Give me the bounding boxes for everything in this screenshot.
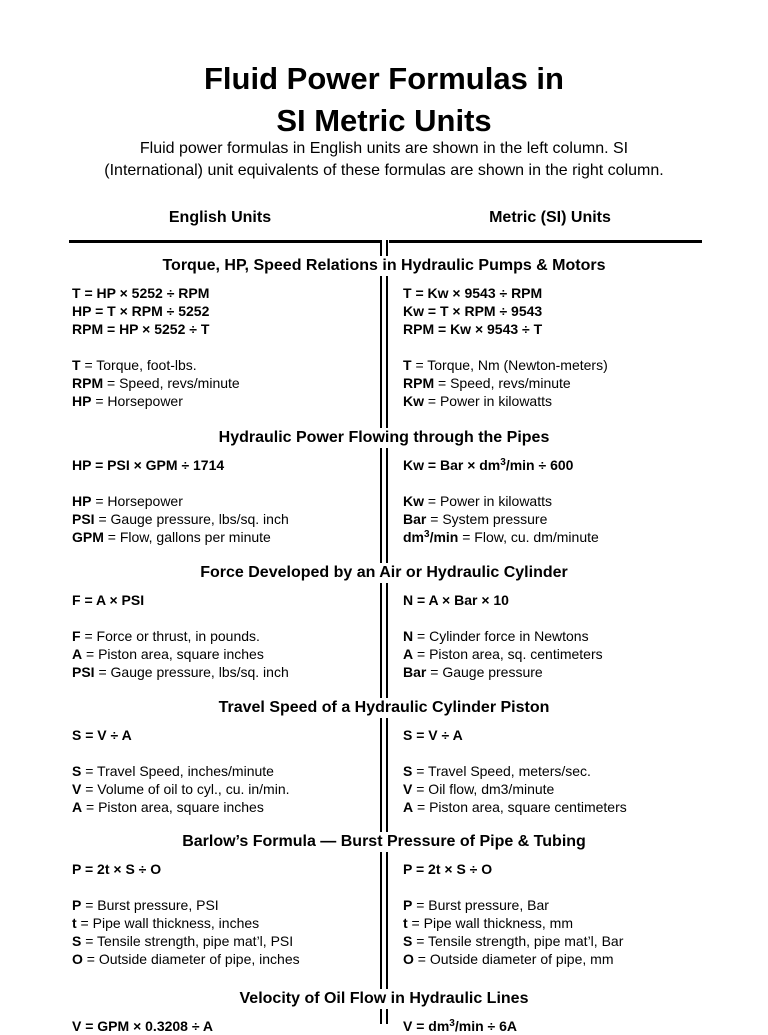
definition-symbol: HP <box>72 393 92 409</box>
definition-left <box>72 762 274 780</box>
definition-text: = Gauge pressure, lbs/sq. inch <box>94 511 289 527</box>
definition-symbol: RPM <box>403 375 435 391</box>
definition-left <box>72 780 290 798</box>
definition-symbol: Kw <box>403 493 424 509</box>
definition-right <box>403 663 543 681</box>
definition-symbol: T <box>403 357 412 373</box>
column-header-metric: Metric (SI) Units <box>489 209 611 226</box>
definition-symbol: A <box>72 646 83 662</box>
definition-left <box>72 492 183 510</box>
definition-text: = Piston area, sq. centimeters <box>413 646 603 662</box>
definition-left <box>72 356 197 374</box>
definition-text: = Horsepower <box>91 493 183 509</box>
definition-text: = Travel Speed, meters/sec. <box>412 763 591 779</box>
formula-left: HP = T × RPM ÷ 5252 <box>72 303 210 319</box>
formula-right: $V = dm^3/\min \div 6A$ <box>403 1018 517 1034</box>
definition-text: = Pipe wall thickness, inches <box>76 915 260 931</box>
section-heading <box>0 832 768 852</box>
definition-right <box>403 374 571 392</box>
definition-text: = Flow, cu. dm/minute <box>458 529 599 545</box>
definition-symbol: V <box>72 781 82 797</box>
definition-symbol: Bar <box>403 664 427 680</box>
definition-left <box>72 896 219 914</box>
definition-text: = Piston area, square inches <box>82 799 264 815</box>
definition-symbol: Bar <box>403 511 427 527</box>
definition-right <box>403 392 552 410</box>
header-rule-right <box>389 240 702 243</box>
definition-text: = Oil flow, dm3/minute <box>412 781 555 797</box>
formula-left: HP = PSI × GPM ÷ 1714 <box>72 457 225 473</box>
definition-text: = Tensile strength, pipe mat’l, PSI <box>81 933 294 949</box>
definition-left <box>72 374 240 392</box>
definition-symbol: t <box>72 915 77 931</box>
definition-text: = Torque, foot-lbs. <box>80 357 197 373</box>
definition-symbol: S <box>403 763 413 779</box>
definition-text: = Horsepower <box>91 393 183 409</box>
section-heading <box>0 989 768 1009</box>
section-heading <box>0 428 768 448</box>
definition-symbol: PSI <box>72 511 95 527</box>
definition-right <box>403 780 554 798</box>
section-heading-text: Torque, HP, Speed Relations in Hydraulic Pumps & Motors <box>162 257 606 274</box>
intro-text-line-2: (International) unit equivalents of these formulas are shown in the right column. <box>104 162 664 179</box>
definition-right <box>403 896 549 914</box>
definition-text: = Force or thrust, in pounds. <box>80 628 260 644</box>
definition-text: = Power in kilowatts <box>424 493 552 509</box>
center-divider-line-left <box>380 240 382 1024</box>
definition-left <box>72 510 289 528</box>
formula-left: V = GPM × 0.3208 ÷ A <box>72 1018 214 1034</box>
section-heading-text: Velocity of Oil Flow in Hydraulic Lines <box>239 990 529 1007</box>
definition-text: = Tensile strength, pipe mat’l, Bar <box>412 933 624 949</box>
definition-text: = Piston area, square inches <box>82 646 264 662</box>
formula-left: RPM = HP × 5252 ÷ T <box>72 321 210 337</box>
definition-symbol: RPM <box>72 375 104 391</box>
definition-left <box>72 914 259 932</box>
definition-right <box>403 528 599 546</box>
section-heading-text: Hydraulic Power Flowing through the Pipes <box>218 429 550 446</box>
definition-left <box>72 528 271 546</box>
definition-symbol: P <box>72 897 82 913</box>
definition-symbol: A <box>403 646 414 662</box>
definition-symbol: F <box>72 628 81 644</box>
formula-right: RPM = Kw × 9543 ÷ T <box>403 321 543 337</box>
definition-text: = Cylinder force in Newtons <box>413 628 589 644</box>
definition-symbol: PSI <box>72 664 95 680</box>
definition-left <box>72 950 300 968</box>
definition-symbol: A <box>403 799 414 815</box>
column-header-english: English Units <box>168 209 272 226</box>
formula-right: N = A × Bar × 10 <box>403 592 509 608</box>
definition-left <box>72 932 293 950</box>
definition-left <box>72 645 264 663</box>
definition-text: = Outside diameter of pipe, inches <box>82 951 300 967</box>
definition-symbol: S <box>72 763 82 779</box>
section-heading-text: Barlow’s Formula — Burst Pressure of Pipe & Tubing <box>182 833 586 850</box>
definition-symbol: V <box>403 781 413 797</box>
formula-right: Kw = T × RPM ÷ 9543 <box>403 303 543 319</box>
formula-left: P = 2t × S ÷ O <box>72 861 162 877</box>
definition-symbol: S <box>403 933 413 949</box>
definition-right <box>403 914 573 932</box>
definition-symbol: O <box>72 951 83 967</box>
definition-right <box>403 510 547 528</box>
definition-right <box>403 627 589 645</box>
definition-symbol: GPM <box>72 529 104 545</box>
definition-right <box>403 798 627 816</box>
section-heading <box>0 563 768 583</box>
page-title-line-1: Fluid Power Formulas in <box>204 61 564 96</box>
definition-text: = System pressure <box>426 511 548 527</box>
definition-symbol: $dm^3/\min$ <box>403 529 459 545</box>
formula-right: T = Kw × 9543 ÷ RPM <box>403 285 543 301</box>
definition-text: = Speed, revs/minute <box>103 375 240 391</box>
formula-left: F = A × PSI <box>72 592 145 608</box>
definition-text: = Torque, Nm (Newton-meters) <box>411 357 608 373</box>
definition-symbol: N <box>403 628 414 644</box>
definition-text: = Outside diameter of pipe, mm <box>413 951 614 967</box>
definition-text: = Burst pressure, PSI <box>81 897 219 913</box>
header-rule-left <box>69 240 381 243</box>
definition-right <box>403 356 608 374</box>
definition-text: = Gauge pressure <box>426 664 543 680</box>
definition-right <box>403 762 591 780</box>
definition-symbol: P <box>403 897 413 913</box>
definition-symbol: HP <box>72 493 92 509</box>
definition-right <box>403 492 552 510</box>
definition-text: = Speed, revs/minute <box>434 375 571 391</box>
intro-text-line-1: Fluid power formulas in English units are shown in the left column. SI <box>139 140 629 157</box>
definition-left <box>72 798 264 816</box>
definition-left <box>72 627 260 645</box>
definition-text: = Burst pressure, Bar <box>412 897 549 913</box>
definition-text: = Travel Speed, inches/minute <box>81 763 274 779</box>
formula-right: Kw = Bar × $dm^3/\min \div 600$ <box>403 457 574 473</box>
section-heading <box>0 698 768 718</box>
definition-left <box>72 663 289 681</box>
definition-right <box>403 950 613 968</box>
definition-text: = Power in kilowatts <box>424 393 552 409</box>
definition-symbol: Kw <box>403 393 424 409</box>
definition-symbol: A <box>72 799 83 815</box>
formula-right: S = V ÷ A <box>403 727 463 743</box>
section-heading-text: Travel Speed of a Hydraulic Cylinder Piston <box>218 699 550 716</box>
center-divider-line-right <box>386 240 388 1024</box>
definition-text: = Flow, gallons per minute <box>103 529 271 545</box>
page-title-line-2: SI Metric Units <box>276 103 492 138</box>
definition-text: = Pipe wall thickness, mm <box>407 915 574 931</box>
formula-left: T = HP × 5252 ÷ RPM <box>72 285 210 301</box>
section-heading-text: Force Developed by an Air or Hydraulic Cylinder <box>200 564 568 581</box>
definition-text: = Piston area, square centimeters <box>413 799 627 815</box>
definition-symbol: S <box>72 933 82 949</box>
section-heading <box>0 256 768 276</box>
definition-left <box>72 392 183 410</box>
definition-right <box>403 645 603 663</box>
definition-symbol: O <box>403 951 414 967</box>
definition-symbol: t <box>403 915 408 931</box>
formula-left: S = V ÷ A <box>72 727 132 743</box>
definition-text: = Volume of oil to cyl., cu. in/min. <box>81 781 290 797</box>
definition-symbol: T <box>72 357 81 373</box>
definition-right <box>403 932 623 950</box>
definition-text: = Gauge pressure, lbs/sq. inch <box>94 664 289 680</box>
formula-right: P = 2t × S ÷ O <box>403 861 493 877</box>
